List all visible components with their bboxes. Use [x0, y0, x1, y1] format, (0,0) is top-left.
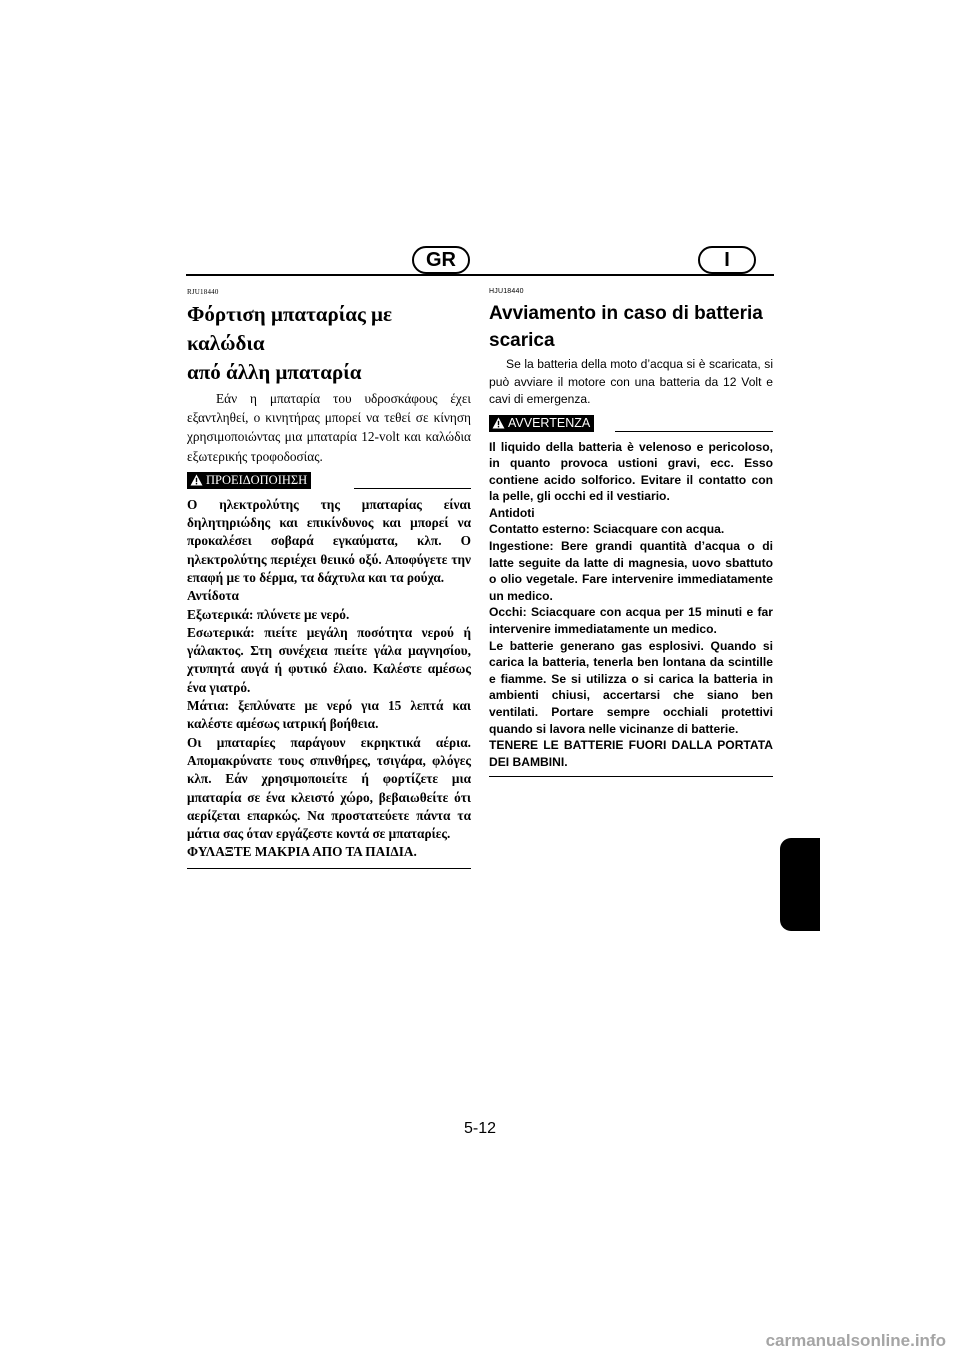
warning-header: [489, 413, 773, 439]
section-title: [187, 300, 471, 387]
language-header: [186, 246, 774, 276]
warning-text: Il liquido della batteria è velenoso e pericoloso, in quanto provoca ustioni gravi, ecc. Esso contiene acido solforico. Evitare il contatto con la pelle, gli occhi ed il vestiario.: [489, 439, 773, 504]
lang-badge-gr: GR: [412, 246, 470, 274]
warning-text: Οι μπαταρίες παράγουν εκρηκτικά αέρια. Απομακρύνατε τους σπινθήρες, τσιγάρα, φλόγες κλπ. Εάν χρησιμοποιείτε ή φορτίζετε μια μπαταρία σε ένα κλειστό χώρο, βεβαιωθείτε ότι αερίζεται επαρκώς. Να προστατεύετε πάντα τα μάτια σας όταν εργάζεστε κοντά σε μπαταρίες.: [187, 734, 471, 842]
warning-header: [187, 470, 471, 496]
warning-rule: [615, 431, 773, 432]
warning-rule: [354, 488, 471, 489]
section-code: HJU18440: [489, 288, 524, 295]
warning-label: ΠΡΟΕΙΔΟΠΟΙΗΣΗ: [206, 472, 308, 487]
watermark: carmanualsonline.info: [765, 1331, 946, 1350]
title-line: scarica: [489, 330, 555, 351]
warning-triangle-icon: [492, 417, 505, 429]
page-number: 5-12: [463, 1120, 497, 1137]
header-rule: [186, 274, 774, 276]
warning-text: Antidoti: [489, 505, 535, 520]
lang-badge-i: I: [698, 246, 756, 274]
section-tab: [780, 838, 820, 931]
warning-text: Ο ηλεκτρολύτης της μπαταρίας είναι δηλητηριώδης και επικίνδυνος και μπορεί να προκαλέσει σοβαρά εγκαύματα, κλπ. Ο ηλεκτρολύτης περιέχει θειικό οξύ. Αποφύγετε την επαφή με το δέρμα, τα δάχτυλα και τα ρούχα.: [187, 496, 471, 585]
title-line: Φόρτιση μπαταρίας με καλώδια: [187, 302, 392, 355]
warning-text: Εσωτερικά: πιείτε μεγάλη ποσότητα νερού ή γάλακτος. Στη συνέχεια πιείτε γάλα μαγνησίου, χτυπητά αυγά ή φυτικό έλαιο. Καλέστε αμέσως ένα γιατρό.: [187, 624, 471, 695]
warning-body: [489, 439, 773, 771]
warning-end-rule: [489, 776, 773, 777]
warning-label: AVVERTENZA: [508, 415, 591, 430]
warning-text: Le batterie generano gas esplosivi. Quando si carica la batteria, tenerla ben lontana da scintille e fiamme. Se si utilizza o si carica la batteria in ambienti chiusi, accertarsi che siano ben ventilati. Portare sempre occhiali protettivi quando si lavora nelle vicinanze di batterie.: [489, 638, 773, 736]
warning-text: Ingestione: Bere grandi quantità d’acqua o di latte seguite da latte di magnesia, uovo sbattuto o olio vegetale. Fare intervenire immediatamente un medico.: [489, 539, 773, 603]
warning-text: ΦΥΛΑΞΤΕ ΜΑΚΡΙΑ ΑΠΟ ΤΑ ΠΑΙΔΙΑ.: [187, 844, 417, 860]
warning-text: Occhi: Sciacquare con acqua per 15 minuti e far intervenire immediatamente un medico.: [489, 605, 773, 637]
intro-paragraph: Εάν η μπαταρία του υδροσκάφους έχει εξαντληθεί, ο κινητήρας μπορεί να τεθεί σε κίνηση χρησιμοποιώντας μια μπαταρία 12-volt και καλώδια εξωτερικής τροφοδοσίας.: [187, 391, 471, 464]
title-line: Avviamento in caso di batteria: [489, 303, 763, 324]
warning-triangle-icon: [190, 474, 203, 486]
intro-paragraph: Se la batteria della moto d’acqua si è scaricata, si può avviare il motore con una batteria da 12 Volt e cavi di emergenza.: [489, 357, 773, 406]
section-title: [489, 300, 773, 354]
warning-text: Εξωτερικά: πλύνετε με νερό.: [187, 606, 350, 622]
section-code: RJU18440: [187, 288, 219, 296]
warning-text: TENERE LE BATTERIE FUORI DALLA PORTATA DEI BAMBINI.: [489, 738, 773, 769]
warning-text: Contatto esterno: Sciacquare con acqua.: [489, 522, 725, 537]
warning-end-rule: [187, 868, 471, 869]
warning-text: Αντίδοτα: [187, 588, 239, 604]
warning-badge: [489, 415, 594, 432]
greek-column: [187, 288, 471, 869]
title-line: από άλλη μπαταρία: [187, 360, 362, 384]
italian-column: [489, 288, 773, 777]
warning-text: Μάτια: ξεπλύνατε με νερό για 15 λεπτά και καλέστε αμέσως ιατρική βοήθεια.: [187, 698, 471, 732]
warning-badge: [187, 472, 311, 489]
warning-body: [187, 496, 471, 862]
